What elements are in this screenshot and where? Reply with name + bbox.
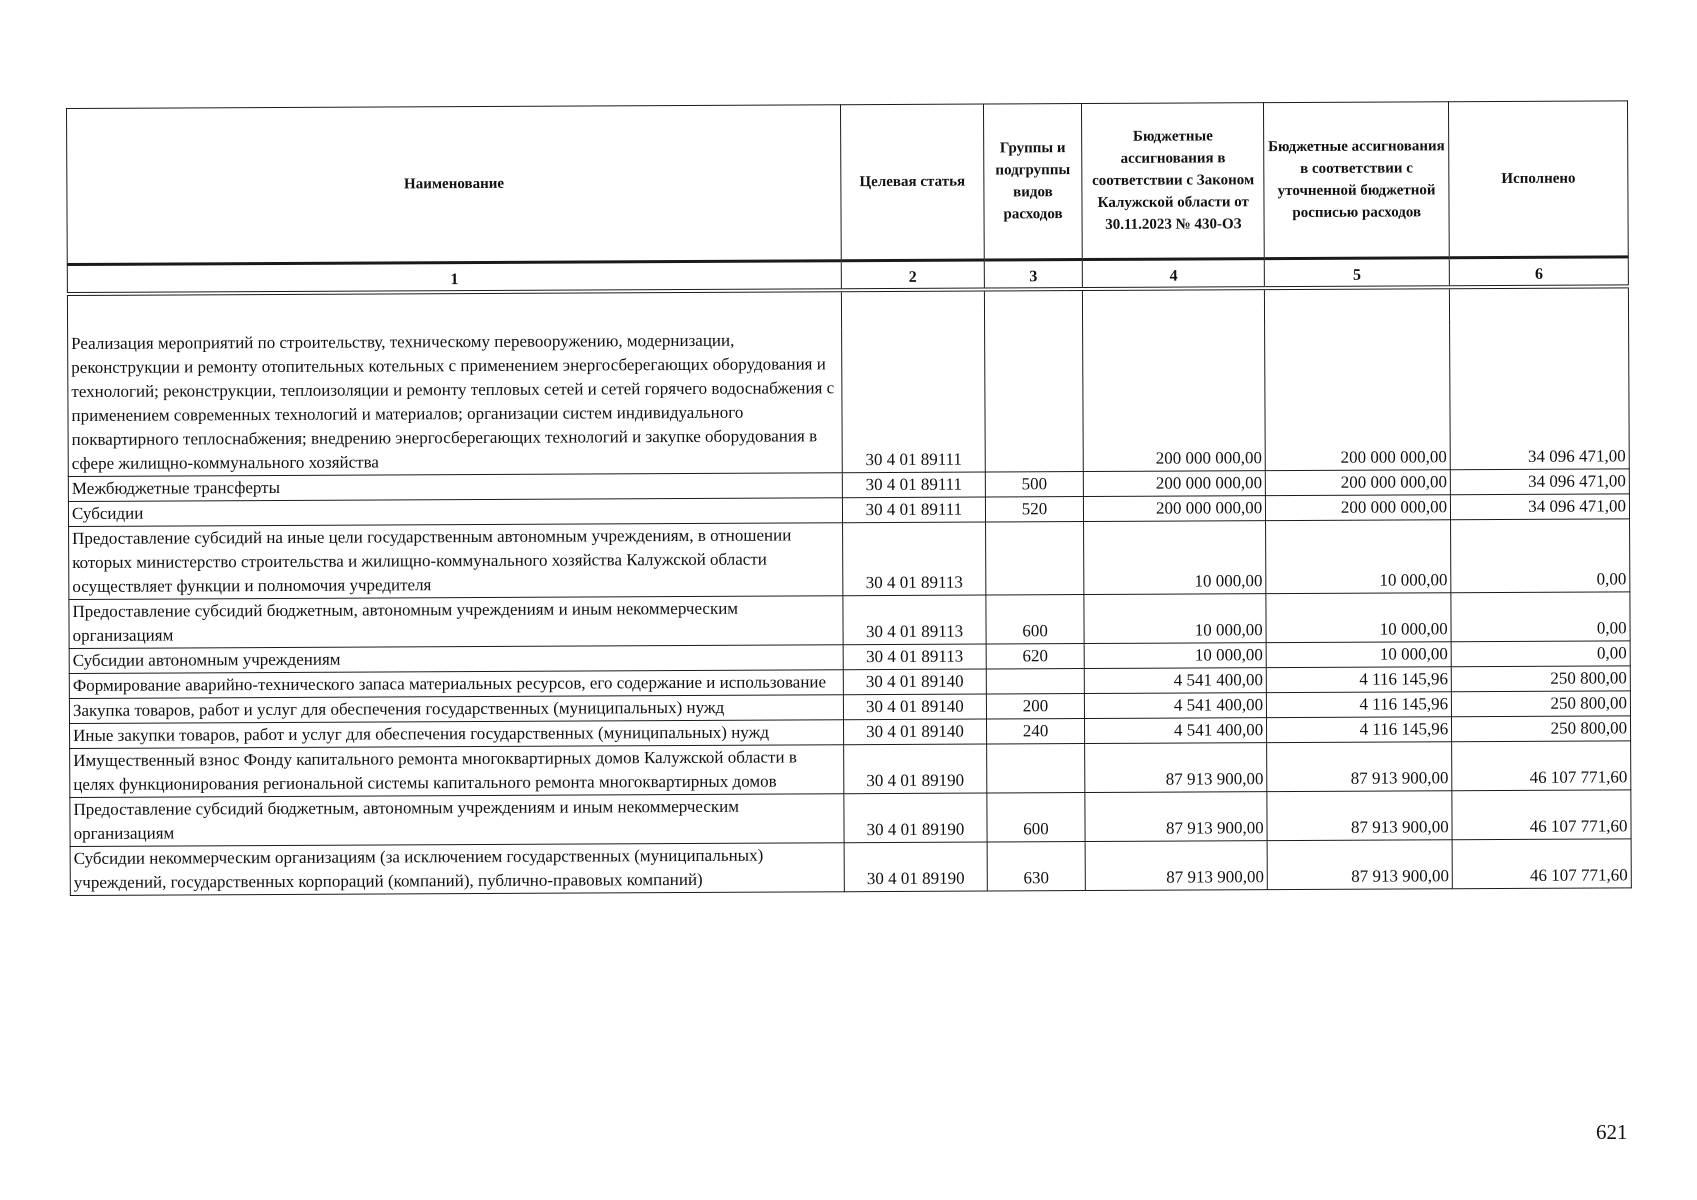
row-revised-amount: 200 000 000,00 (1266, 495, 1451, 521)
row-executed-amount: 34 096 471,00 (1450, 469, 1629, 495)
row-law-amount: 200 000 000,00 (1084, 471, 1266, 497)
row-revised-amount: 4 116 145,96 (1267, 717, 1452, 743)
column-number: 3 (984, 260, 1083, 290)
row-law-amount: 10 000,00 (1084, 594, 1266, 644)
row-executed-amount: 46 107 771,60 (1452, 790, 1631, 840)
row-executed-amount: 34 096 471,00 (1451, 494, 1630, 520)
row-revised-amount: 87 913 900,00 (1267, 791, 1452, 841)
column-number: 5 (1264, 258, 1449, 288)
row-law-amount: 10 000,00 (1084, 643, 1266, 669)
row-expense-group (984, 327, 1083, 472)
row-name: Иные закупки товаров, работ и услуг для обеспечения государственных (муниципальных) нужд (70, 720, 844, 749)
row-expense-group: 520 (985, 497, 1084, 522)
row-expense-group: 620 (986, 644, 1085, 669)
header-expense-groups: Группы и подгруппы видов расходов (983, 104, 1082, 260)
header-target-article: Целевая статья (841, 104, 984, 261)
row-revised-amount: 4 116 145,96 (1267, 692, 1452, 718)
row-name: Субсидии некоммерческим организациям (за исключением государственных (муниципальных) учреждений, государственных корпораций (компаний), публично-правовых компаний) (70, 843, 844, 896)
row-name: Предоставление субсидий на иные цели государственным автономным учреждениям, в отношении которых министерство строительства и жилищно-коммунального хозяйства Калужской области осуществляет функции и полномочия учредителя (69, 523, 844, 600)
row-executed-amount: 250 800,00 (1451, 666, 1630, 692)
row-name: Субсидии автономным учреждениям (69, 645, 843, 674)
row-revised-amount: 10 000,00 (1266, 642, 1451, 668)
row-target-article: 30 4 01 89111 (842, 328, 985, 473)
row-name: Предоставление субсидий бюджетным, автономным учреждениям и иным некоммерческим организациям (69, 596, 843, 649)
row-revised-amount: 87 913 900,00 (1267, 840, 1452, 890)
column-number: 6 (1449, 257, 1628, 287)
row-target-article: 30 4 01 89190 (844, 842, 987, 892)
row-expense-group: 200 (986, 694, 1085, 719)
table-header-row (67, 101, 1629, 265)
row-executed-amount: 34 096 471,00 (1450, 324, 1630, 469)
row-target-article: 30 4 01 89140 (844, 719, 986, 745)
row-revised-amount: 87 913 900,00 (1267, 742, 1452, 792)
row-law-amount: 87 913 900,00 (1085, 792, 1267, 842)
row-law-amount: 10 000,00 (1084, 521, 1266, 595)
table-row (70, 741, 1631, 798)
row-name: Межбюджетные трансферты (68, 473, 842, 502)
row-revised-amount: 10 000,00 (1266, 520, 1451, 594)
table-row (68, 324, 1630, 476)
header-revised-allocations: Бюджетные ассигнования в соответствии с уточненной бюджетной росписью расходов (1264, 102, 1450, 259)
column-number: 4 (1083, 259, 1265, 289)
row-revised-amount: 200 000 000,00 (1265, 325, 1451, 470)
row-expense-group: 500 (985, 472, 1084, 497)
row-target-article: 30 4 01 89190 (844, 793, 987, 843)
row-executed-amount: 46 107 771,60 (1452, 741, 1631, 791)
header-name: Наименование (67, 105, 842, 265)
row-expense-group: 240 (986, 719, 1085, 744)
row-law-amount: 87 913 900,00 (1085, 743, 1267, 793)
header-executed: Исполнено (1449, 101, 1629, 258)
row-target-article: 30 4 01 89140 (844, 669, 986, 695)
column-number: 1 (67, 261, 841, 294)
row-expense-group: 600 (986, 793, 1085, 842)
row-revised-amount: 4 116 145,96 (1266, 667, 1451, 693)
row-executed-amount: 250 800,00 (1452, 716, 1631, 742)
row-executed-amount: 250 800,00 (1452, 691, 1631, 717)
row-expense-group (985, 522, 1084, 595)
row-target-article: 30 4 01 89113 (843, 522, 986, 596)
header-law-allocations: Бюджетные ассигнования в соответствии с Законом Калужской области от 30.11.2023 № 430-ОЗ (1082, 103, 1265, 260)
row-law-amount: 4 541 400,00 (1085, 668, 1267, 694)
row-revised-amount: 10 000,00 (1266, 593, 1451, 643)
row-law-amount: 4 541 400,00 (1085, 693, 1267, 719)
row-expense-group: 630 (987, 842, 1086, 891)
row-target-article: 30 4 01 89140 (844, 694, 986, 720)
row-name: Формирование аварийно-технического запаса материальных ресурсов, его содержание и использование (69, 670, 843, 699)
row-expense-group (986, 744, 1085, 793)
row-executed-amount: 0,00 (1451, 592, 1630, 642)
row-target-article: 30 4 01 89111 (843, 472, 985, 498)
row-executed-amount: 0,00 (1451, 519, 1630, 593)
row-expense-group: 600 (986, 595, 1085, 644)
row-target-article: 30 4 01 89113 (843, 644, 985, 670)
row-name: Закупка товаров, работ и услуг для обеспечения государственных (муниципальных) нужд (69, 695, 843, 724)
row-name: Предоставление субсидий бюджетным, автономным учреждениям и иным некоммерческим организациям (70, 794, 844, 847)
page-number: 621 (1596, 1120, 1628, 1144)
column-number: 2 (842, 260, 985, 290)
row-executed-amount: 46 107 771,60 (1452, 839, 1631, 889)
row-target-article: 30 4 01 89190 (844, 744, 987, 794)
row-law-amount: 200 000 000,00 (1084, 496, 1266, 522)
row-expense-group (986, 669, 1085, 694)
row-name: Субсидии (68, 498, 842, 527)
budget-execution-table (66, 100, 1632, 896)
row-executed-amount: 0,00 (1451, 641, 1630, 667)
table-row (70, 839, 1631, 896)
table-row (69, 592, 1630, 649)
table-row (69, 519, 1630, 600)
row-target-article: 30 4 01 89113 (843, 595, 986, 645)
row-name: Имущественный взнос Фонду капитального ремонта многоквартирных домов Калужской области в целях функционирования региональной системы капитального ремонта многоквартирных домов (70, 745, 844, 798)
table-row (70, 790, 1631, 847)
row-law-amount: 87 913 900,00 (1085, 841, 1267, 891)
row-target-article: 30 4 01 89111 (843, 497, 985, 523)
row-name: Реализация мероприятий по строительству, техническому перевооружению, модернизации, реконструкции и ремонту отопительных котельных с применением энергосберегающих оборудования и технологий; реконструкции, теплоизоляции и ремонту тепловых сетей и сетей горячего водоснабжения с применением современных технологий и материалов; организации систем индивидуального поквартирного теплоснабжения; внедрению энергосберегающих технологий и закупке оборудования в сфере жилищно-коммунального хозяйства (68, 328, 843, 476)
row-revised-amount: 200 000 000,00 (1265, 470, 1450, 496)
row-law-amount: 200 000 000,00 (1083, 326, 1266, 471)
row-law-amount: 4 541 400,00 (1085, 718, 1267, 744)
